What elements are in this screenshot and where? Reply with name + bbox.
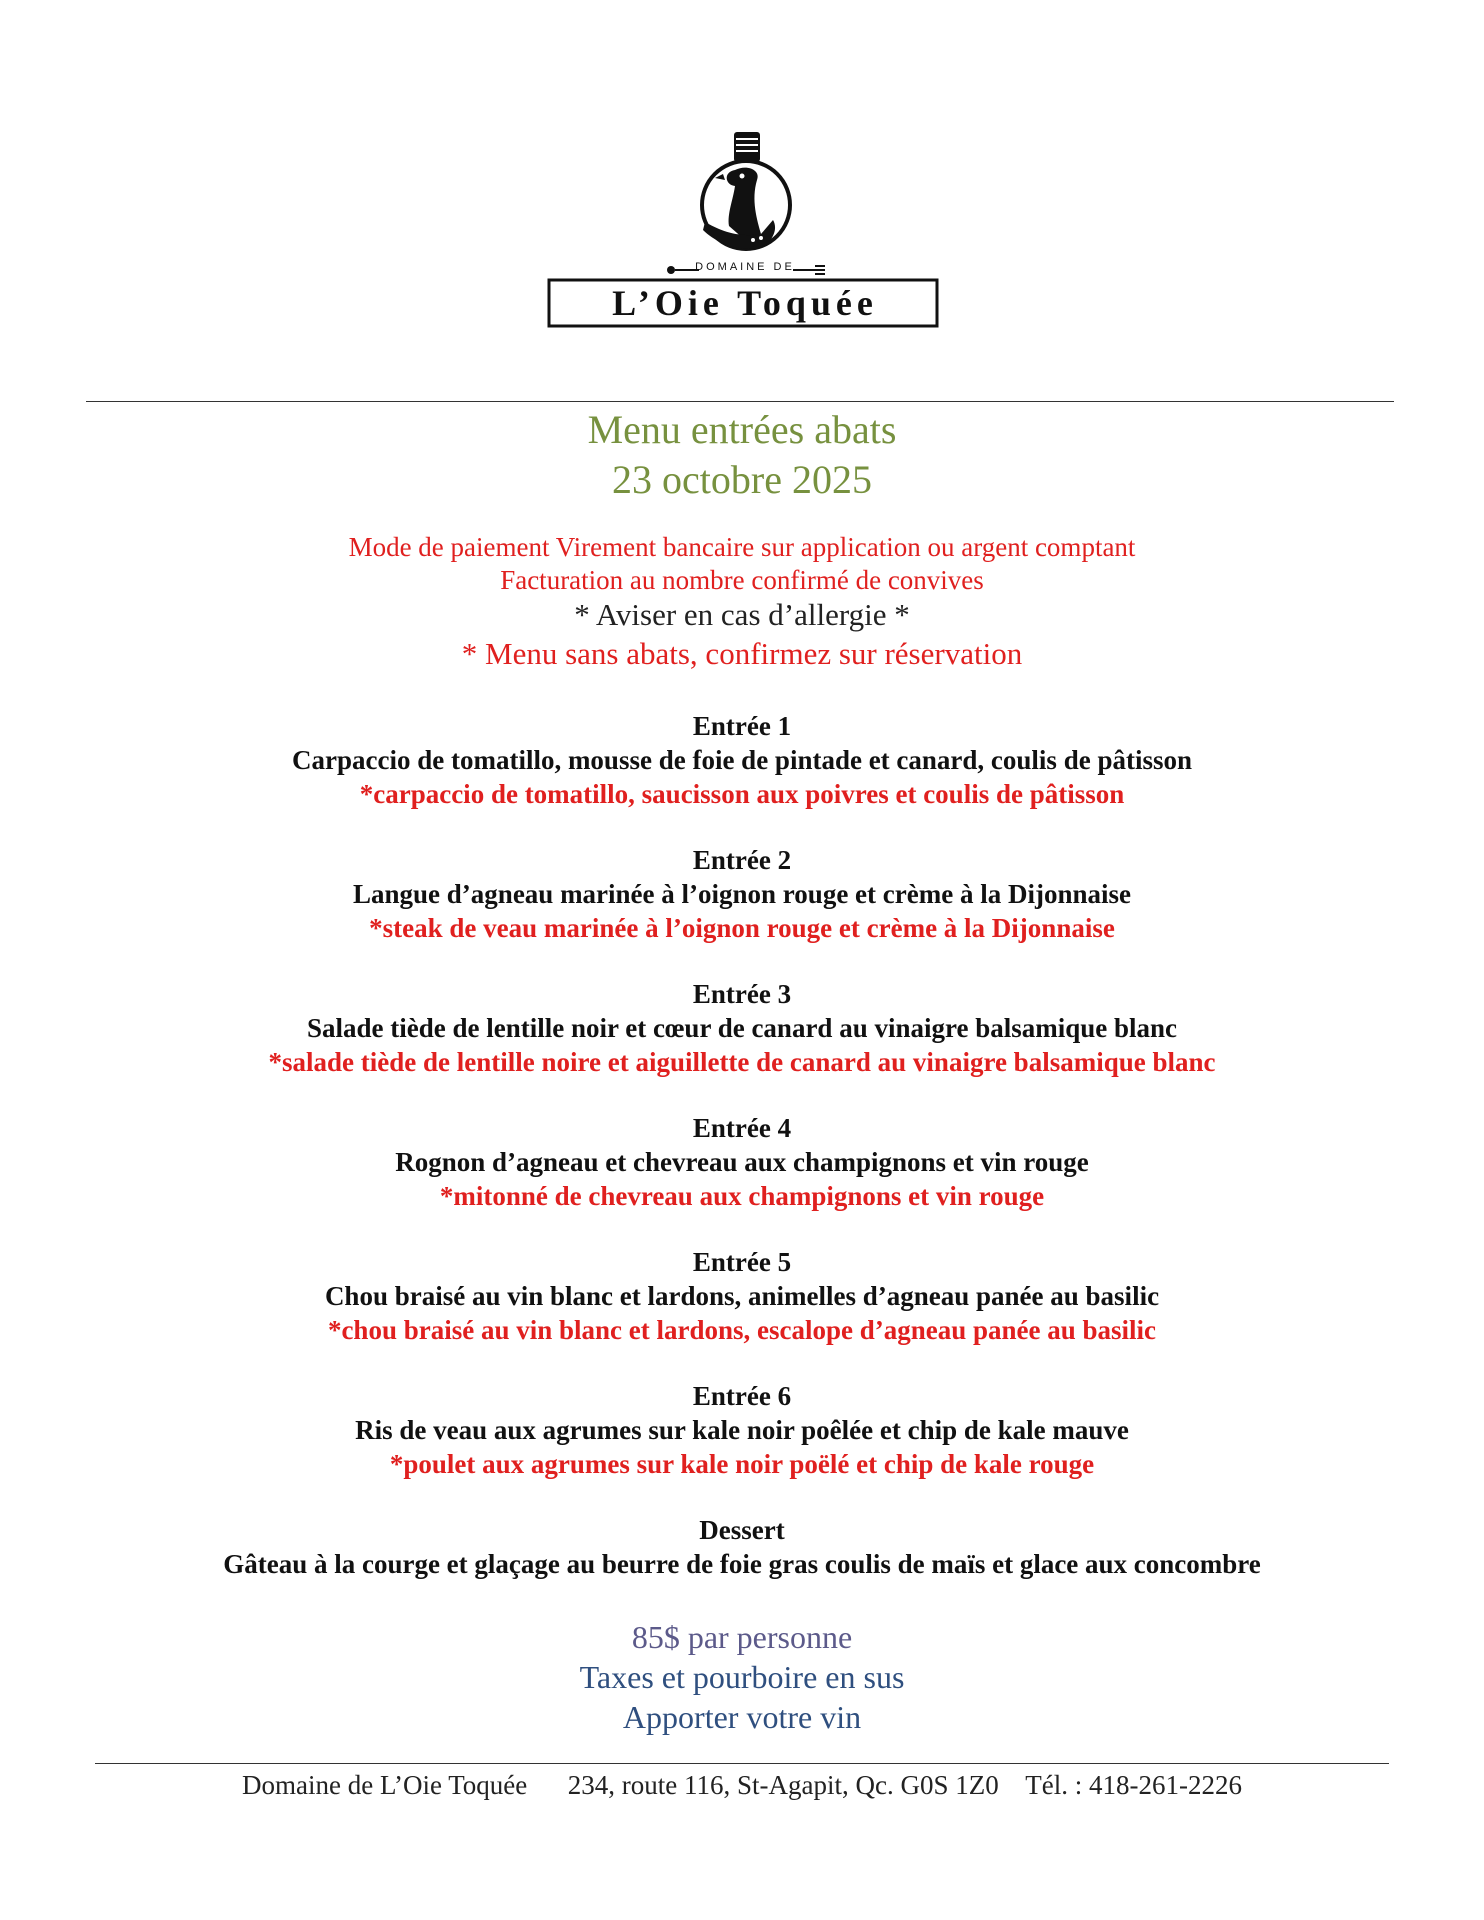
menu-date: 23 octobre 2025 xyxy=(612,457,872,502)
taxes-note: Taxes et pourboire en sus xyxy=(579,1659,905,1695)
no-offal-notice: * Menu sans abats, confirmez sur réservation xyxy=(461,636,1023,671)
course-alternative: *steak de veau marinée à l’oignon rouge et crème à la Dijonnaise xyxy=(369,913,1115,943)
top-divider xyxy=(86,401,1394,402)
price-per-person: 85$ par personne xyxy=(631,1619,853,1655)
restaurant-logo xyxy=(547,130,943,330)
course-alternative: *mitonné de chevreau aux champignons et vin rouge xyxy=(439,1181,1045,1211)
course-dish: Ris de veau aux agrumes sur kale noir poêlée et chip de kale mauve xyxy=(355,1415,1129,1445)
payment-notice: Mode de paiement Virement bancaire sur application ou argent comptant xyxy=(348,532,1136,562)
dessert-dish: Gâteau à la courge et glaçage au beurre de foie gras coulis de maïs et glace aux concombre xyxy=(223,1549,1261,1579)
course-heading: Entrée 3 xyxy=(692,979,792,1009)
course-heading: Entrée 2 xyxy=(692,845,792,875)
course-dish: Langue d’agneau marinée à l’oignon rouge et crème à la Dijonnaise xyxy=(353,879,1131,909)
allergy-notice: * Aviser en cas d’allergie * xyxy=(574,597,910,632)
billing-notice: Facturation au nombre confirmé de convives xyxy=(500,565,984,595)
course-alternative: *carpaccio de tomatillo, saucisson aux poivres et coulis de pâtisson xyxy=(359,779,1125,809)
logo-small-text: DOMAINE DE xyxy=(695,261,795,273)
wine-note: Apporter votre vin xyxy=(622,1699,862,1735)
course-heading: Entrée 4 xyxy=(692,1113,792,1143)
course-alternative: *chou braisé au vin blanc et lardons, escalope d’agneau panée au basilic xyxy=(327,1315,1157,1345)
course-heading: Entrée 1 xyxy=(692,711,792,741)
course-heading: Entrée 5 xyxy=(692,1247,792,1277)
course-dish: Carpaccio de tomatillo, mousse de foie de pintade et canard, coulis de pâtisson xyxy=(292,745,1192,775)
course-dish: Salade tiède de lentille noir et cœur de canard au vinaigre balsamique blanc xyxy=(306,1013,1178,1043)
dessert-heading: Dessert xyxy=(699,1515,785,1545)
page-title: Menu entrées abats xyxy=(587,407,897,452)
bottom-divider xyxy=(95,1763,1389,1764)
course-alternative: *salade tiède de lentille noire et aiguillette de canard au vinaigre balsamique blanc xyxy=(268,1047,1216,1077)
course-dish: Chou braisé au vin blanc et lardons, animelles d’agneau panée au basilic xyxy=(324,1281,1160,1311)
logo-name: L’Oie Toquée xyxy=(612,283,878,323)
course-dish: Rognon d’agneau et chevreau aux champignons et vin rouge xyxy=(395,1147,1089,1177)
course-heading: Entrée 6 xyxy=(692,1381,792,1411)
footer-name: Domaine de L’Oie Toquée xyxy=(242,1770,528,1800)
footer-phone: Tél. : 418-261-2226 xyxy=(1025,1770,1242,1800)
course-alternative: *poulet aux agrumes sur kale noir poëlé et chip de kale rouge xyxy=(389,1449,1095,1479)
footer-address: 234, route 116, St-Agapit, Qc. G0S 1Z0 xyxy=(567,1770,999,1800)
footer xyxy=(0,1768,1484,1802)
